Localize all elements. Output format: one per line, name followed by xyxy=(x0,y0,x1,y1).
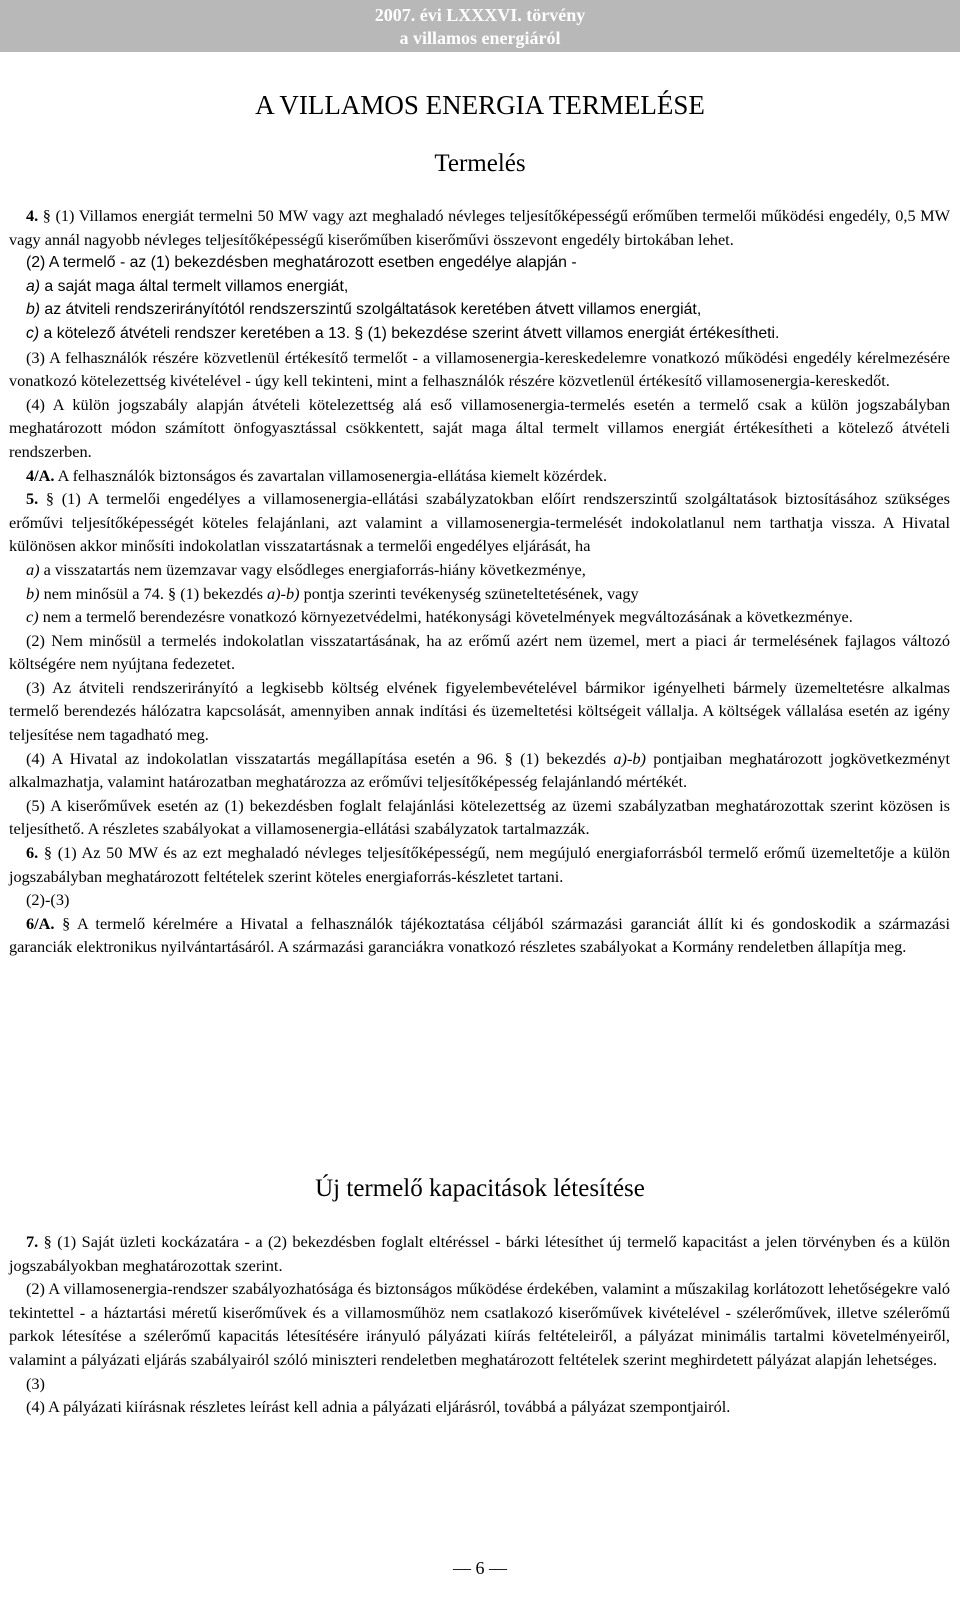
paragraph-text: § A termelő kérelmére a Hivatal a felhasználók tájékoztatása céljából származási garanciát állít ki és gondoskodik a származási garanciák elektronikus nyilvántartásáról. A származási garanciákra vonatkozó részletes szabályokat a Kormány rendeletben állapítja meg. xyxy=(9,913,950,957)
paragraph-6a xyxy=(9,912,950,959)
paragraph-text: § (1) A termelői engedélyes a villamosenergia-ellátási szabályzatokban előírt rendszerszintű szolgáltatások biztosításához szükséges erőművi teljesítőképességét köteles felajánlani, azt valamint a villamosenergia-termelését indokolatlanul nem tarthatja vissza. A Hivatal különösen akkor minősíti indokolatlan visszatartásnak a termelői engedélyes eljárását, ha xyxy=(9,489,950,556)
header-law-subject: a villamos energiáról xyxy=(399,28,561,48)
list-text: a visszatartás nem üzemzavar vagy elsődleges energiaforrás-hiány következménye, xyxy=(39,559,586,579)
list-label: a) xyxy=(26,277,41,295)
paragraph-7-4: (4) A pályázati kiírásnak részletes leírást kell adnia a pályázati eljárásról, továbbá a pályázat szempontjairól. xyxy=(26,1397,731,1417)
section-termeles-body xyxy=(9,204,950,959)
point-reference: a)-b) xyxy=(613,748,646,768)
paragraph-text: § (1) Villamos energiát termelni 50 MW vagy azt meghaladó névleges teljesítőképességű erőműben termelői működési engedély, 0,5 MW vagy annál nagyobb névleges teljesítőképességű kiserőműben kiserőművi összevont engedély birtokában lehet. xyxy=(9,206,950,249)
section-number: 6. xyxy=(26,843,39,863)
list-item-5-c xyxy=(9,605,950,629)
paragraph-text: § (1) Saját üzleti kockázatára - a (2) bekezdésben foglalt eltéréssel - bárki létesíthet új termelő kapacitást a jelen törvényben és a külön jogszabályokban meghatározottak szerint. xyxy=(9,1232,950,1275)
list-label: b) xyxy=(26,301,41,319)
list-item-5-b xyxy=(9,582,950,606)
list-text: nem a termelő berendezésre vonatkozó környezetvédelmi, hatékonysági követelmények megváltozásának a következménye. xyxy=(38,607,853,627)
list-label: c) xyxy=(26,607,39,627)
chapter-heading: A VILLAMOS ENERGIA TERMELÉSE xyxy=(255,90,705,120)
list-label: c) xyxy=(26,324,40,342)
list-text: az átviteli rendszerirányítótól rendszerszintű szolgáltatások keretében átvett villamos energiát, xyxy=(40,301,702,319)
header-law-title: 2007. évi LXXXVI. törvény xyxy=(374,5,586,25)
list-label: b) xyxy=(26,583,40,603)
list-text: nem minősül a 74. § (1) bekezdés xyxy=(39,583,267,603)
list-item-4-a xyxy=(9,275,950,299)
paragraph-text: pontjaiban meghatározott jogkövetkezményt alkalmazhatja, valamint határozatban meghatározza az erőművi teljesítőképesség felajánlandó mértékét. xyxy=(9,748,950,792)
sans-serif-insert xyxy=(9,251,950,345)
paragraph-5-3: (3) Az átviteli rendszerirányító a legkisebb költség elvének figyelembevételével bármikor igényelheti bármely üzemeltetésre alkalmas termelő berendezés hálózatra kapcsolását, amennyiben annak indítási és üzemeltetési költségeit vállalja. A költségek vállalása esetén az igény teljesítése nem tagadható meg. xyxy=(9,677,950,745)
paragraph-4-2: (2) A termelő - az (1) bekezdésben meghatározott esetben engedélye alapján - xyxy=(26,254,577,272)
paragraph-text: A felhasználók biztonságos és zavartalan villamosenergia-ellátása kiemelt közérdek. xyxy=(54,465,608,485)
section-number: 7. xyxy=(26,1232,39,1251)
paragraph-4-1 xyxy=(9,204,950,251)
paragraph-7-2: (2) A villamosenergia-rendszer szabályozhatósága és biztonságos működése érdekében, valamint a műszakilag korlátozott lehetőségekre való tekintettel - a háztartási méretű kiserőművek és a villamosműhöz nem csatlakozó kiserőművek kivételével - szélerőművek, illetve szélerőmű parkok létesítése a szélerőmű kapacitás létesítésére irányuló pályázati kiírás feltételeiről, a pályázat minimális tartalmi követelményeiről, valamint a pályázati eljárás szabályairól szóló miniszteri rendeletben meghatározott feltételek szerint meghirdetett pályázat alapján lehetséges. xyxy=(9,1279,950,1369)
paragraph-7-3: (3) xyxy=(26,1373,45,1393)
paragraph-4-4: (4) A külön jogszabály alapján átvételi kötelezettség alá eső villamosenergia-termelés esetén a termelő csak a külön jogszabályban meghatározott módon számított önfogyasztással csökkentett, saját maga által termelt villamos energiát értékesítheti a kötelező átvételi rendszerben. xyxy=(9,394,950,461)
paragraph-7-1 xyxy=(9,1230,950,1277)
paragraph-4-3: (3) A felhasználók részére közvetlenül értékesítő termelőt - a villamosenergia-kereskedelemre vonatkozó működési engedély kérelmezésére vonatkozó kötelezettség kivételével - úgy kell tekinteni, mint a felhasználók részére közvetlenül értékesítő villamosenergia-kereskedőt. xyxy=(9,347,950,391)
list-text: a saját maga által termelt villamos energiát, xyxy=(40,277,349,295)
paragraph-6-1 xyxy=(9,841,950,888)
section-number: 6/A. xyxy=(26,913,55,933)
list-text: a kötelező átvételi rendszer keretében a 13. § (1) bekezdése szerint átvett villamos energiát értékesítheti. xyxy=(39,324,780,342)
paragraph-text: (4) A Hivatal az indokolatlan visszatartás megállapítása esetén a 96. § (1) bekezdés xyxy=(26,748,614,768)
section-number: 4. xyxy=(26,206,39,225)
paragraph-4a xyxy=(9,464,950,488)
list-label: a) xyxy=(26,559,40,579)
paragraph-5-5: (5) A kiserőművek esetén az (1) bekezdésben foglalt felajánlási kötelezettség az üzemi szabályzatban meghatározottak szerint közösen is teljesíthető. A részletes szabályokat a villamosenergia-ellátási szabályzatok tartalmazzák. xyxy=(9,795,950,839)
paragraph-6-2: (2)-(3) xyxy=(26,890,70,910)
section-heading-new-capacity: Új termelő kapacitások létesítése xyxy=(315,1175,645,1202)
paragraph-5-1 xyxy=(9,487,950,558)
paragraph-5-4 xyxy=(9,747,950,794)
list-item-5-a xyxy=(9,558,950,582)
list-item-4-c xyxy=(9,322,950,346)
point-reference: a)-b) xyxy=(267,583,300,603)
document-header xyxy=(0,0,960,52)
list-item-4-b xyxy=(9,298,950,322)
section-heading-termeles: Termelés xyxy=(434,150,526,177)
paragraph-5-2: (2) Nem minősül a termelés indokolatlan visszatartásának, ha az erőmű azért nem üzemel, mert a piaci ár termelésének fajlagos változó költségére nem nyújtana fedezetet. xyxy=(9,630,950,674)
page-number: — 6 — xyxy=(453,1558,507,1578)
section-number: 5. xyxy=(26,489,39,509)
section-number: 4/A. xyxy=(26,465,55,485)
section-new-capacity-body xyxy=(9,1230,950,1419)
list-text: pontja szerinti tevékenység szüneteltetésének, vagy xyxy=(299,583,639,603)
paragraph-text: § (1) Az 50 MW és az ezt meghaladó névleges teljesítőképességű, nem megújuló energiaforrásból termelő erőmű üzemeltetője a külön jogszabályban meghatározott feltételek szerint köteles energiaforrás-készletet tartani. xyxy=(9,843,950,886)
